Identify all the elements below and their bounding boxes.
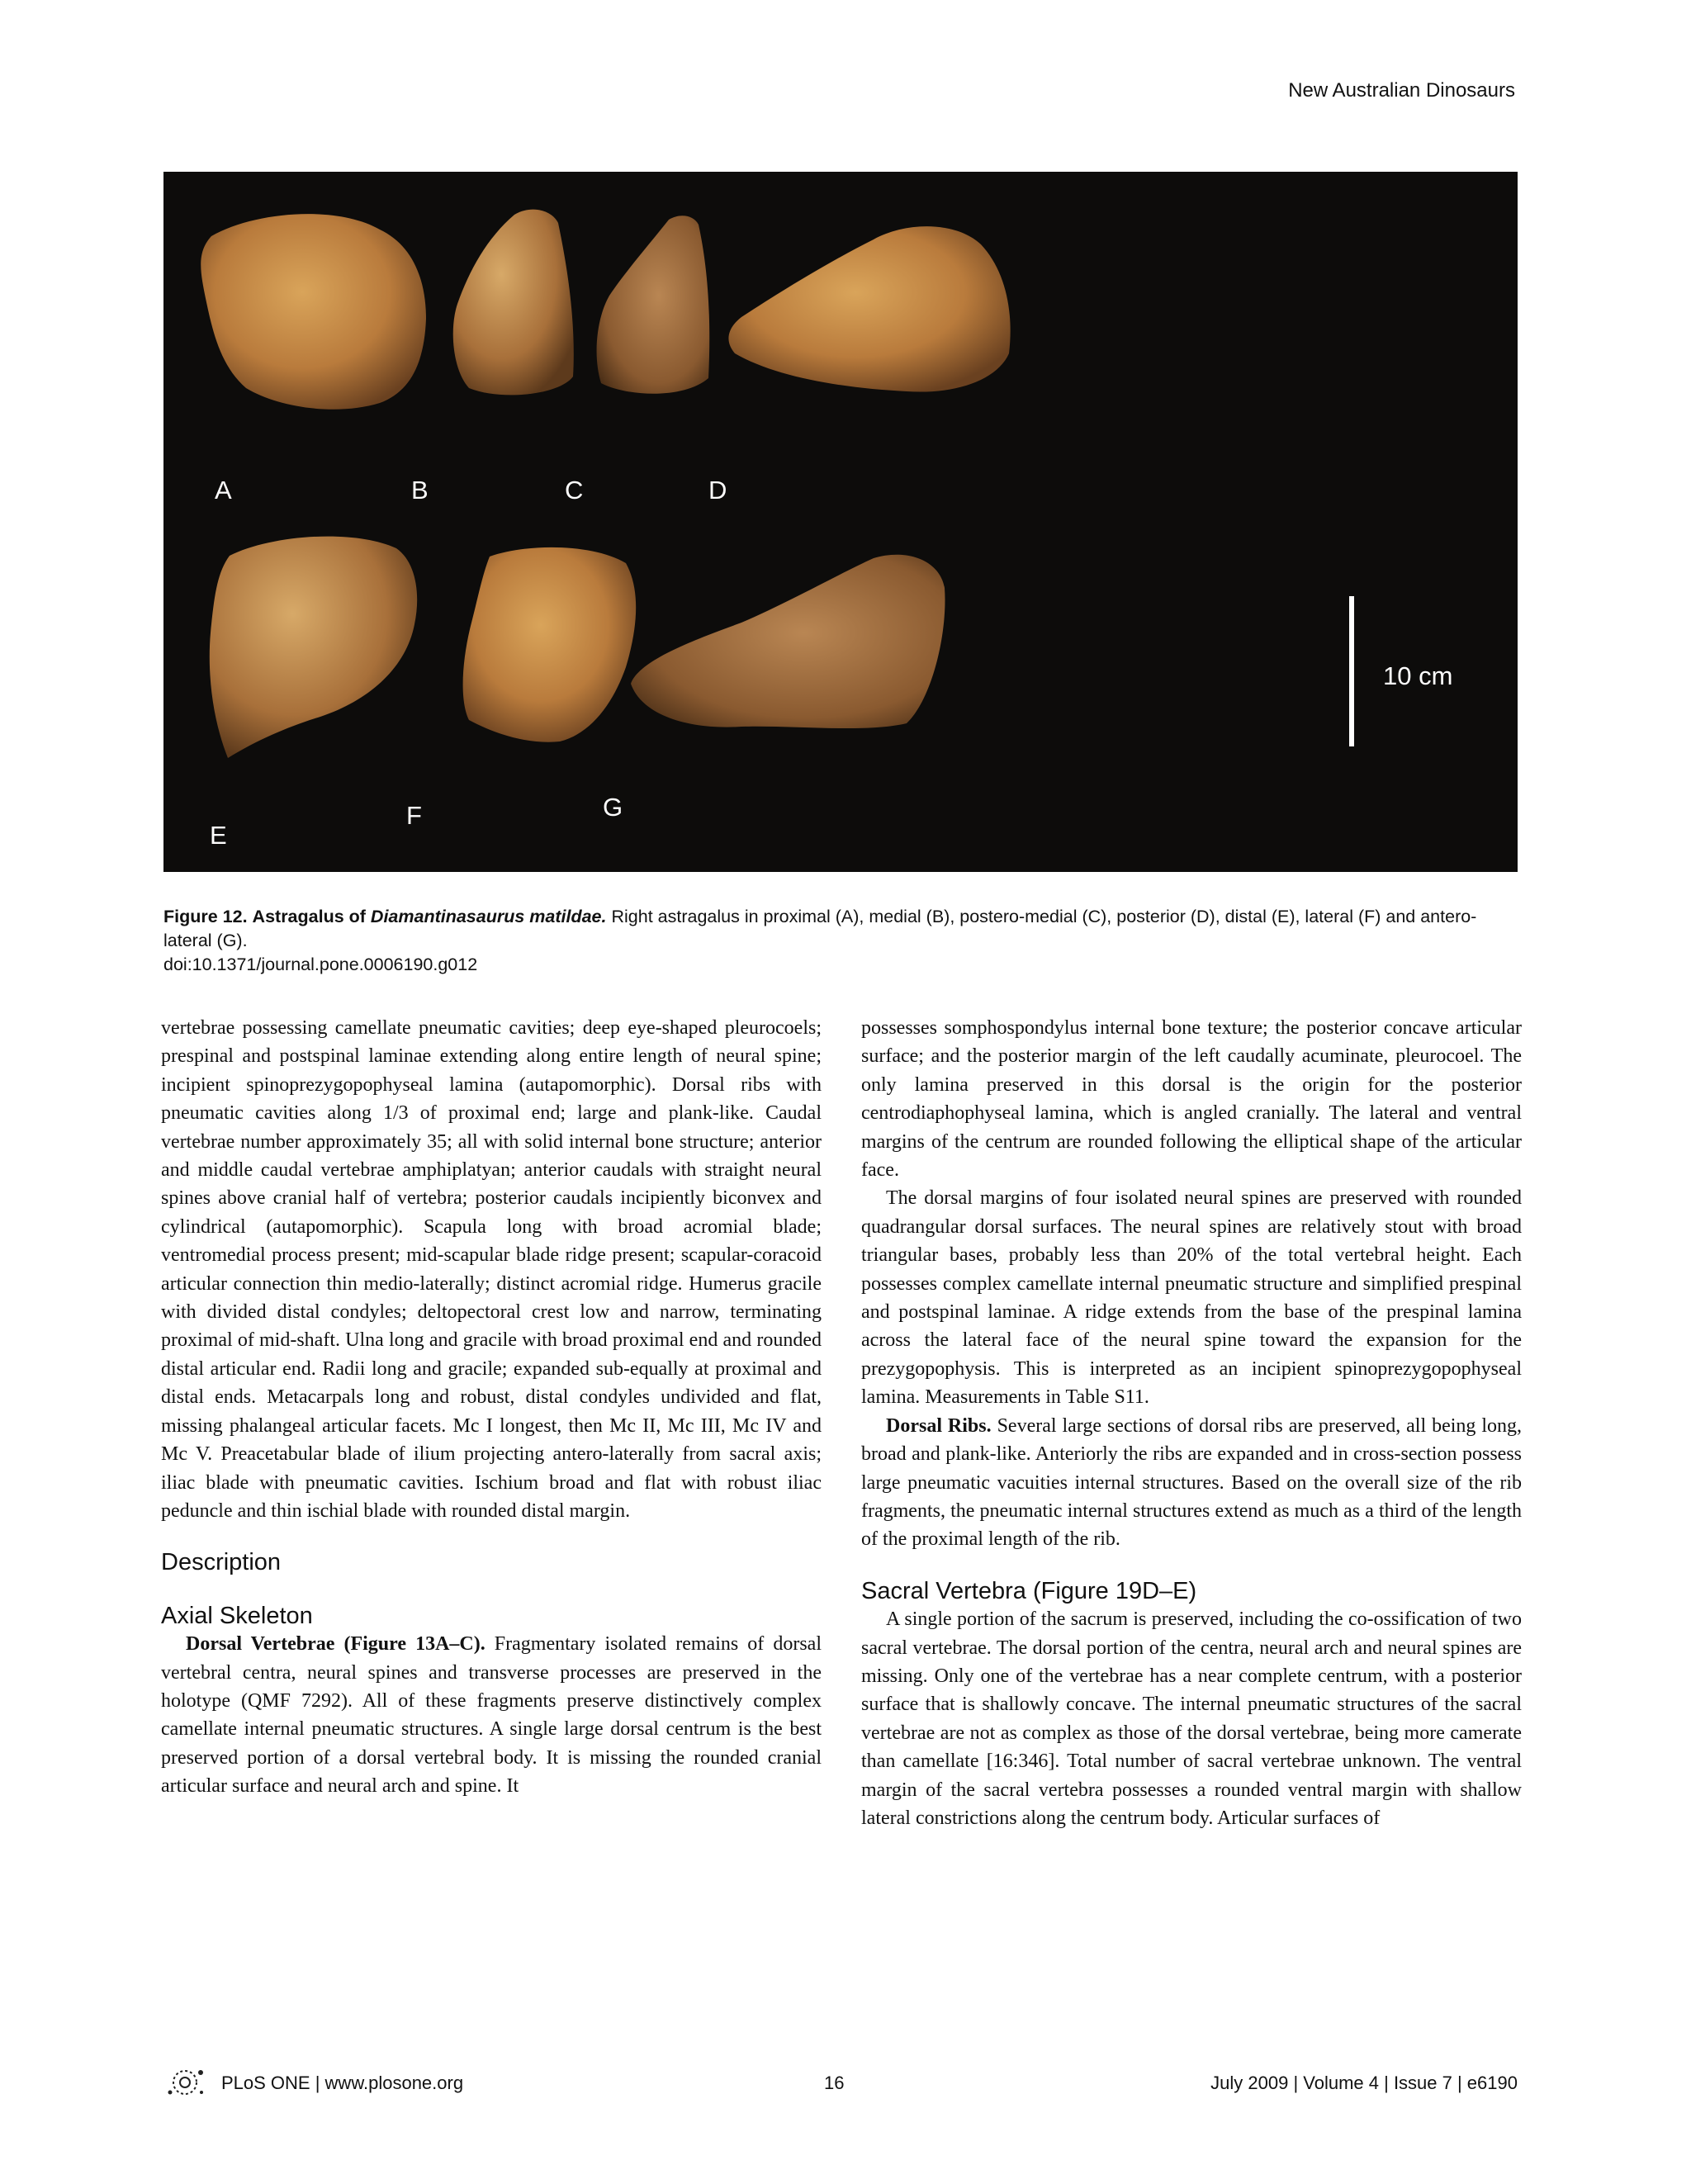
bone-d [728, 226, 1010, 391]
left-para-diagnosis: vertebrae possessing camellate pneumatic cavities; deep eye-shaped pleurocoels; prespinal and postspinal laminae extending along entire length of neural spine; incipient spinoprezygopophyseal lamina (autapomorphic). Dorsal ribs with pneumatic cavities along 1/3 of proximal end; large and plank-like. Caudal vertebrae number approximately 35; all with solid internal bone structure; anterior and middle caudal vertebrae amphiplatyan; anterior caudals with straight neural spines above cranial half of vertebra; posterior caudals incipiently biconvex and cylindrical (autapomorphic). Scapula long with broad acromial blade; ventromedial process present; mid-scapular blade ridge present; scapular-coracoid articular connection thin medio-laterally; distinct acromial ridge. Humerus gracile with divided distal condyles; deltopectoral crest low and narrow, terminating proximal of mid-shaft. Ulna long and gracile with broad proximal end and rounded distal articular end. Radii long and gracile; expanded sub-equally at proximal and distal ends. Metacarpals long and robust, distal condyles undivided and flat, missing phalangeal articular facets. Mc I longest, then Mc II, Mc III, Mc IV and Mc V. Preacetabular blade of ilium projecting antero-laterally from sacral axis; iliac blade with pneumatic cavities. Ischium broad and flat with robust iliac peduncle and thin ischial blade with rounded distal margin. [161, 1017, 822, 1522]
right-para-centrum: possesses somphospondylus internal bone texture; the posterior concave articular surface; and the posterior margin of the left caudally acuminate, pleurocoel. The only lamina preserved in this dorsal is the origin for the posterior centrodiaphophyseal lamina, which is angled cranially. The lateral and ventral margins of the centrum are rounded following the elliptical shape of the articular face. [861, 1017, 1522, 1182]
caption-doi: doi:10.1371/journal.pone.0006190.g012 [163, 955, 478, 974]
dorsal-vertebrae-text: Fragmentary isolated remains of dorsal vertebral centra, neural spines and transverse processes are preserved in the holotype (QMF 7292). All of these fragments preserve distinctively complex camellate internal pneumatic structures. A single large dorsal centrum is the best preserved portion of a dorsal vertebral body. It is missing the rounded cranial articular surface and neural arch and spine. It [161, 1633, 822, 1798]
astragalus-photographs [163, 172, 1518, 872]
left-column [161, 1014, 822, 1801]
panel-label-a: A [215, 476, 232, 505]
bone-f [463, 547, 637, 742]
bone-g [631, 555, 945, 728]
figure-caption [163, 905, 1518, 977]
bone-e [210, 537, 417, 758]
caption-body: Right astragalus in proximal (A), medial (B), postero-medial (C), posterior (D), distal (E), lateral (F) and antero-lateral (G). [163, 907, 1477, 950]
right-para-neural-spines: The dorsal margins of four isolated neural spines are preserved with rounded quadrangular dorsal surfaces. The neural spines are relatively stout with broad triangular bases, probably less than 20% of the total vertebral height. Each possesses complex camellate internal pneumatic structure and simplified prespinal and postspinal laminae. A ridge extends from the base of the prespinal lamina across the lateral face of the neural spine toward the expansion for the prezygopophysis. This is interpreted as an incipient spinoprezygopophyseal lamina. Measurements in Table S11. [861, 1187, 1522, 1409]
dorsal-ribs-text: Several large sections of dorsal ribs are preserved, all being long, broad and plank-like. Anteriorly the ribs are expanded and in cross-section possess large pneumatic vacuities internal structures. Based on the overall size of the rib fragments, the pneumatic internal structures extend as much as a third of the length of the proximal length of the rib. [861, 1414, 1523, 1551]
heading-description: Description [161, 1549, 282, 1576]
right-para-sacral: A single portion of the sacrum is preserved, including the co-ossification of two sacral vertebrae. The dorsal portion of the centra, neural arch and neural spines are missing. Only one of the vertebrae has a near complete centrum, with a posterior surface that is shallowly concave. The internal pneumatic structures of the sacral vertebrae are not as complex as those of the dorsal vertebrae, being more camerate than camellate [16:346]. Total number of sacral vertebrae unknown. The ventral margin of the sacral vertebra possesses a rounded ventral margin with shallow lateral constrictions along the centrum body. Articular surfaces of [861, 1608, 1522, 1829]
bone-b [453, 210, 574, 396]
panel-label-f: F [406, 801, 422, 830]
plos-logo-icon [163, 2064, 210, 2101]
panel-label-g: G [603, 793, 623, 822]
footer-page-number: 16 [824, 2073, 845, 2093]
panel-label-b: B [411, 476, 429, 505]
scale-bar-label: 10 cm [1383, 661, 1453, 690]
caption-label: Figure 12. [163, 907, 248, 926]
panel-label-e: E [210, 821, 227, 850]
footer-issue: July 2009 | Volume 4 | Issue 7 | e6190 [1210, 2073, 1518, 2093]
bone-c [597, 216, 710, 394]
right-column [861, 1014, 1522, 1832]
bone-a [201, 214, 426, 410]
scale-bar [1349, 596, 1354, 746]
right-para-dorsal-ribs [861, 1412, 1522, 1554]
heading-sacral-vertebra: Sacral Vertebra (Figure 19D–E) [861, 1577, 1197, 1604]
left-para-dorsal-vertebrae [161, 1630, 822, 1800]
caption-title-prefix: Astragalus of [252, 907, 366, 926]
runin-dorsal-vertebrae: Dorsal Vertebrae (Figure 13A–C). [186, 1633, 486, 1656]
running-head: New Australian Dinosaurs [1288, 79, 1515, 102]
figure-12-photo-panel [163, 172, 1518, 872]
panel-label-d: D [708, 476, 727, 505]
footer-journal: PLoS ONE | www.plosone.org [221, 2073, 464, 2093]
heading-axial-skeleton: Axial Skeleton [161, 1602, 313, 1629]
caption-taxon: Diamantinasaurus matildae. [370, 907, 607, 926]
page-footer [163, 2069, 1518, 2102]
runin-dorsal-ribs: Dorsal Ribs. [886, 1414, 992, 1437]
panel-label-c: C [565, 476, 584, 505]
